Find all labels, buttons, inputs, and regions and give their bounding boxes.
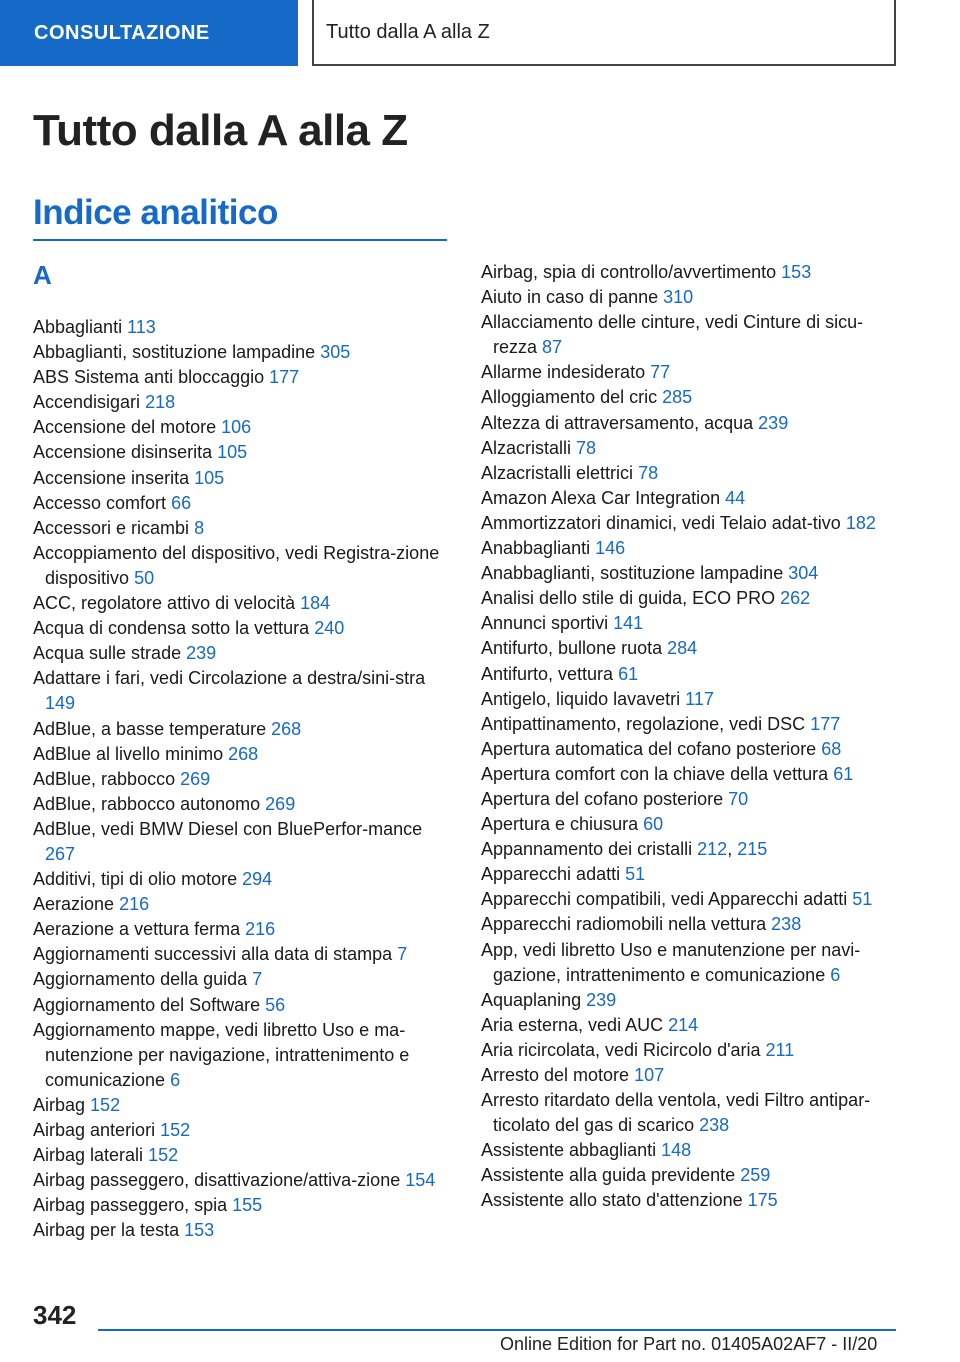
page-link[interactable]: 68 [821, 738, 842, 759]
index-entry-text: Airbag laterali [33, 1145, 144, 1166]
index-entry-text: Altezza di attraversamento, acqua [481, 412, 754, 433]
header-chapter-tab[interactable] [312, 0, 896, 66]
page-link[interactable]: 238 [699, 1115, 730, 1136]
index-entry-text: Annunci sportivi [481, 613, 609, 634]
index-entry [33, 742, 443, 767]
page-link[interactable]: 77 [650, 362, 671, 383]
index-entry [481, 862, 891, 887]
index-entry-text: Analisi dello stile di guida, ECO PRO [481, 588, 776, 609]
index-entry [33, 942, 443, 967]
page-link[interactable]: 152 [148, 1145, 179, 1166]
index-entry-text: Acqua sulle strade [33, 643, 182, 664]
index-entry-text: Airbag per la testa [33, 1220, 180, 1241]
index-entry [33, 340, 443, 365]
index-entry-text: ACC, regolatore attivo di velocità [33, 593, 296, 614]
page-link[interactable]: 51 [852, 889, 873, 910]
index-entry-text: AdBlue al livello minimo [33, 743, 224, 764]
index-entry-text: Apparecchi radiomobili nella vettura [481, 914, 767, 935]
index-entry [481, 938, 891, 988]
index-entry-text: Aggiornamento del Software [33, 994, 261, 1015]
index-entry [481, 411, 891, 436]
index-entry [33, 1218, 443, 1243]
index-entry-text: Aggiornamento mappe, vedi libretto Uso e ma-nutenzione per navigazione, intrattenimento e comunicazione [33, 1019, 410, 1090]
index-entry-text: Antifurto, bullone ruota [481, 638, 663, 659]
index-entry-text: AdBlue, rabbocco [33, 768, 176, 789]
index-entry [33, 541, 443, 591]
index-entry [33, 817, 443, 867]
page-link[interactable]: 304 [788, 563, 819, 584]
index-entry [481, 310, 891, 360]
page-link[interactable]: 152 [90, 1094, 121, 1115]
index-entry-text: Antifurto, vettura [481, 663, 614, 684]
index-entry-text: Apertura e chiusura [481, 814, 639, 835]
index-entry [33, 1118, 443, 1143]
index-entry [481, 360, 891, 385]
index-letter-heading: A [33, 260, 52, 290]
page-link[interactable]: 106 [221, 417, 252, 438]
index-entry: Appannamento dei cristalli 212, 215 [481, 839, 768, 860]
index-entry-text: Airbag, spia di controllo/avvertimento [481, 262, 777, 282]
page-link[interactable]: 6 [170, 1069, 181, 1090]
index-entry [33, 993, 443, 1018]
index-entry [481, 762, 891, 787]
index-entry [481, 611, 891, 636]
page-link[interactable]: 259 [740, 1165, 771, 1186]
page-link[interactable]: 267 [45, 843, 76, 864]
page-link[interactable]: 268 [271, 718, 302, 739]
page-link[interactable]: 78 [576, 437, 597, 458]
page-link[interactable]: 56 [265, 994, 286, 1015]
page-link[interactable]: 285 [662, 387, 693, 408]
index-entry-text: Apparecchi compatibili, vedi Apparecchi adatti [481, 889, 848, 910]
page-link[interactable]: 107 [634, 1065, 665, 1085]
index-entry-text: Accoppiamento del dispositivo, vedi Registra-zione dispositivo [33, 542, 440, 588]
index-entry [481, 787, 891, 812]
index-entry [481, 385, 891, 410]
page-link[interactable]: 8 [194, 517, 205, 538]
index-entry [33, 415, 443, 440]
page-link[interactable]: 218 [145, 392, 176, 413]
index-entry [481, 1038, 891, 1063]
page-link[interactable]: 215 [737, 839, 768, 860]
index-entry-text: Aria esterna, vedi AUC [481, 1014, 664, 1035]
index-entry-text: Aggiornamento della guida [33, 969, 248, 990]
index-entry-text: Ammortizzatori dinamici, vedi Telaio adat-tivo [481, 512, 841, 533]
index-entry [33, 892, 443, 917]
index-entry-text: Aiuto in caso di panne [481, 287, 659, 308]
page-link[interactable]: 105 [217, 442, 248, 463]
index-entry-text: App, vedi libretto Uso e manutenzione per navi-gazione, intrattenimento e comunicazione [481, 939, 861, 985]
page-link[interactable]: 216 [245, 919, 276, 940]
footer-edition: Online Edition for Part no. 01405A02AF7 - II/20 [500, 1334, 878, 1354]
index-entry-text: Aggiornamenti successivi alla data di stampa [33, 944, 393, 965]
index-entry [33, 491, 443, 516]
page-link[interactable]: 7 [397, 944, 408, 965]
index-entry [33, 1168, 443, 1193]
index-entry [33, 440, 443, 465]
page-link[interactable]: 66 [171, 492, 192, 513]
page-link[interactable]: 284 [667, 638, 698, 659]
index-entry [33, 1018, 443, 1093]
index-entry [33, 792, 443, 817]
index-entry [481, 988, 891, 1013]
index-entry [481, 712, 891, 737]
page-link[interactable]: 44 [725, 487, 746, 508]
index-entry [33, 641, 443, 666]
index-entry-text: Assistente alla guida previdente [481, 1165, 736, 1186]
index-entry [33, 1193, 443, 1218]
index-entry [481, 1013, 891, 1038]
index-entry-text: Accensione inserita [33, 467, 190, 488]
index-entry [33, 967, 443, 992]
index-entry [481, 636, 891, 661]
page-link[interactable]: 149 [45, 693, 76, 714]
page-link[interactable]: 61 [618, 663, 639, 684]
index-entry-text: Apertura del cofano posteriore [481, 788, 724, 809]
index-entry-text: Aerazione [33, 894, 115, 915]
index-entry [481, 285, 891, 310]
index-entry-text: Assistente abbaglianti [481, 1140, 657, 1161]
index-entry-text: Aerazione a vettura ferma [33, 919, 241, 940]
footer-divider [98, 1329, 896, 1331]
page-link[interactable]: 239 [586, 989, 617, 1010]
index-entry [33, 1093, 443, 1118]
index-entry-text: Aquaplaning [481, 989, 582, 1010]
page-link[interactable]: 153 [184, 1220, 215, 1241]
index-entry-text: Antipattinamento, regolazione, vedi DSC [481, 713, 806, 734]
index-entry-text: Anabbaglianti [481, 538, 591, 559]
page-link[interactable]: 154 [405, 1170, 436, 1191]
section-divider [33, 239, 447, 241]
index-entry [481, 662, 891, 687]
header-chapter-label: Tutto dalla A alla Z [326, 20, 490, 43]
page-title: Tutto dalla A alla Z [33, 106, 408, 155]
page-link[interactable]: 60 [643, 814, 664, 835]
page-link[interactable]: 148 [661, 1140, 692, 1161]
page-link[interactable]: 216 [119, 894, 150, 915]
index-entry [481, 586, 891, 611]
index-entry-text: Alloggiamento del cric [481, 387, 658, 408]
index-entry [481, 260, 891, 285]
index-entry-text: Apertura automatica del cofano posteriore [481, 738, 817, 759]
page-link[interactable]: 177 [810, 713, 841, 734]
index-entry [33, 516, 443, 541]
index-entry-text: Accendisigari [33, 392, 141, 413]
page-link[interactable]: 87 [542, 337, 563, 358]
index-entry-text: Airbag [33, 1094, 86, 1115]
page-link[interactable]: 310 [663, 287, 694, 308]
page-link[interactable]: 184 [300, 593, 331, 614]
index-entry-text: Abbaglianti [33, 317, 123, 337]
page-link[interactable]: 155 [232, 1195, 263, 1216]
index-entry-text: ABS Sistema anti bloccaggio [33, 367, 265, 388]
page-link[interactable]: 6 [830, 964, 841, 985]
page-link[interactable]: 117 [685, 688, 714, 709]
index-entry-text: Adattare i fari, vedi Circolazione a destra/sini-stra [33, 668, 426, 689]
page-link[interactable]: 238 [771, 914, 802, 935]
index-entry [33, 767, 443, 792]
index-column-right [481, 260, 891, 1214]
index-entry [481, 1063, 891, 1088]
page-link[interactable]: 269 [180, 768, 211, 789]
page-link[interactable]: 61 [833, 763, 854, 784]
index-entry-text: Antigelo, liquido lavavetri [481, 688, 681, 709]
page-link[interactable]: 153 [781, 262, 812, 282]
index-entry [33, 591, 443, 616]
index-entry [481, 1163, 891, 1188]
page-link[interactable]: 152 [160, 1120, 191, 1140]
page-link[interactable]: 214 [668, 1014, 699, 1035]
page-link[interactable]: 240 [314, 618, 345, 639]
index-entry [481, 687, 891, 712]
index-entry-text: Accessori e ricambi [33, 517, 190, 538]
page-link[interactable]: 177 [269, 367, 300, 388]
page-link[interactable]: 146 [595, 538, 626, 559]
index-column-left [33, 315, 443, 1243]
index-entry-text: Apparecchi adatti [481, 864, 621, 885]
page-link[interactable]: 305 [320, 342, 351, 363]
index-entry-text: Aria ricircolata, vedi Ricircolo d'aria [481, 1039, 761, 1060]
index-entry [481, 737, 891, 762]
page-link[interactable]: 268 [228, 743, 259, 764]
index-entry [33, 666, 443, 716]
index-entry [33, 917, 443, 942]
index-entry [33, 315, 443, 340]
index-entry [481, 812, 891, 837]
index-entry-text: Acqua di condensa sotto la vettura [33, 618, 310, 639]
index-entry-text: Anabbaglianti, sostituzione lampadine [481, 563, 784, 584]
page-link[interactable]: 113 [127, 317, 156, 337]
index-entry-text: Assistente allo stato d'attenzione [481, 1190, 743, 1211]
page-link[interactable]: 51 [625, 864, 646, 885]
index-entry-text: Airbag passeggero, spia [33, 1195, 228, 1216]
page-link[interactable]: 239 [186, 643, 217, 664]
index-entry-text: Alzacristalli elettrici [481, 462, 634, 483]
index-entry-text: Accesso comfort [33, 492, 167, 513]
index-entry [481, 561, 891, 586]
index-entry [481, 1188, 891, 1213]
index-entry-text: AdBlue, vedi BMW Diesel con BluePerfor-mance [33, 818, 423, 839]
index-entry [481, 461, 891, 486]
index-entry-text: Airbag passeggero, disattivazione/attiva-zione [33, 1170, 401, 1191]
index-entry [33, 390, 443, 415]
page-link[interactable]: 70 [728, 788, 749, 809]
header-section-label: CONSULTAZIONE [34, 21, 210, 44]
index-entry [481, 1138, 891, 1163]
page-link[interactable]: 175 [747, 1190, 778, 1211]
index-entry-text: Allacciamento delle cinture, vedi Cinture di sicu-rezza [481, 312, 864, 358]
index-entry-text: Arresto del motore [481, 1065, 630, 1085]
index-entry [33, 867, 443, 892]
page-link[interactable]: 141 [613, 613, 644, 634]
index-entry [33, 466, 443, 491]
index-entry [33, 717, 443, 742]
page-link[interactable]: 294 [242, 869, 273, 890]
page-link[interactable]: 262 [780, 588, 811, 609]
index-entry-text: Alzacristalli [481, 437, 572, 458]
page-link[interactable]: 78 [638, 462, 659, 483]
index-entry [481, 486, 891, 511]
index-entry-text: Apertura comfort con la chiave della vettura [481, 763, 829, 784]
index-entry-text: Additivi, tipi di olio motore [33, 869, 238, 890]
page-number: 342 [33, 1300, 77, 1330]
page-link[interactable]: 182 [845, 512, 876, 533]
section-title: Indice analitico [33, 193, 278, 232]
page-link[interactable]: 239 [758, 412, 789, 433]
index-entry-text: Airbag anteriori [33, 1120, 156, 1140]
index-entry [481, 1088, 891, 1138]
index-entry [33, 1143, 443, 1168]
page-link[interactable]: 7 [252, 969, 263, 990]
index-entry [481, 536, 891, 561]
page-link[interactable]: 269 [265, 793, 296, 814]
page-link[interactable]: 211 [765, 1039, 795, 1060]
index-entry [481, 887, 891, 912]
index-entry-text: Appannamento dei cristalli [481, 839, 693, 860]
page-link[interactable]: 212 [697, 839, 728, 860]
index-entry-text: AdBlue, a basse temperature [33, 718, 267, 739]
index-entry [33, 365, 443, 390]
index-entry-text: Amazon Alexa Car Integration [481, 487, 721, 508]
page-link[interactable]: 105 [194, 467, 225, 488]
index-entry [481, 436, 891, 461]
page-link[interactable]: 50 [134, 567, 155, 588]
index-entry-text: Arresto ritardato della ventola, vedi Filtro antipar-ticolato del gas di scarico [481, 1090, 871, 1136]
index-entry-text: AdBlue, rabbocco autonomo [33, 793, 261, 814]
index-entry [33, 616, 443, 641]
index-entry-text: Accensione del motore [33, 417, 217, 438]
header-section-tab[interactable] [0, 0, 298, 66]
index-entry [481, 511, 891, 536]
index-entry-text: Allarme indesiderato [481, 362, 646, 383]
index-entry [481, 912, 891, 937]
index-entry-text: Accensione disinserita [33, 442, 213, 463]
index-entry-text: Abbaglianti, sostituzione lampadine [33, 342, 316, 363]
